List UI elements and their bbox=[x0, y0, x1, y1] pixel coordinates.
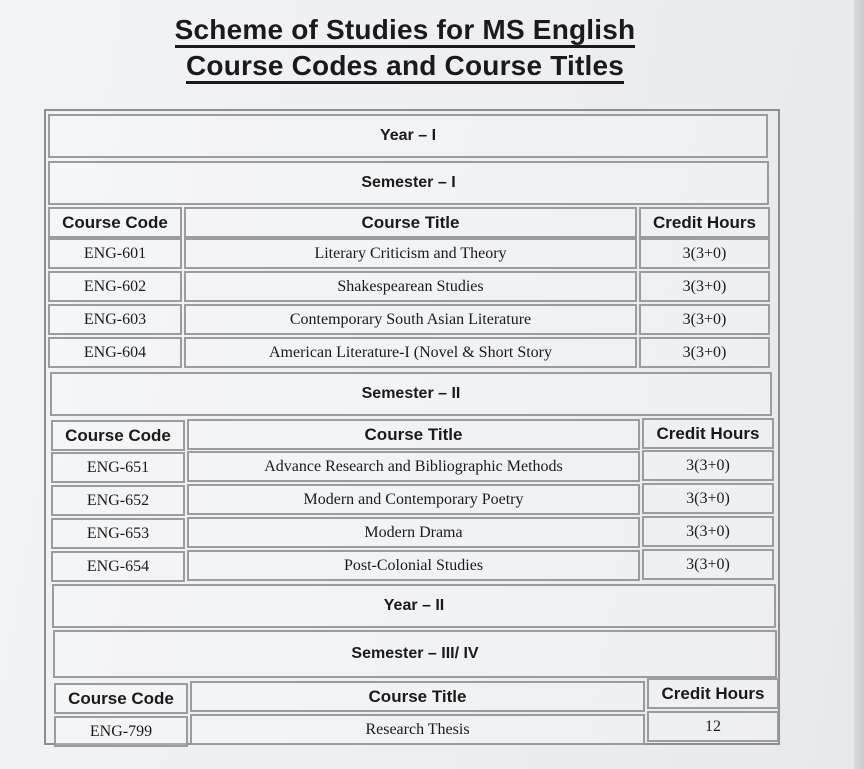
sem1-row-1-title: Literary Criticism and Theory bbox=[184, 238, 637, 269]
sem34-header-course-title: Course Title bbox=[190, 681, 645, 712]
sem2-header-course-title: Course Title bbox=[187, 419, 640, 450]
sem1-row-4-code: ENG-604 bbox=[48, 337, 182, 368]
sem1-row-3-code: ENG-603 bbox=[48, 304, 182, 335]
sem1-row-2-title: Shakespearean Studies bbox=[184, 271, 637, 302]
sem1-header-credit-hours: Credit Hours bbox=[639, 207, 770, 238]
title-line-1: Scheme of Studies for MS English bbox=[175, 14, 636, 48]
sem1-row-1-credits: 3(3+0) bbox=[639, 238, 770, 269]
sem2-row-4-credits: 3(3+0) bbox=[642, 549, 774, 580]
sem1-header-course-title: Course Title bbox=[184, 207, 637, 238]
sem1-row-3-credits: 3(3+0) bbox=[639, 304, 770, 335]
sem1-row-1-code: ENG-601 bbox=[48, 238, 182, 269]
document-subtitle bbox=[0, 50, 810, 82]
sem34-header-credit-hours: Credit Hours bbox=[647, 678, 779, 709]
sem1-row-4-title: American Literature-I (Novel & Short Story bbox=[184, 337, 637, 368]
semester-2-band: Semester – II bbox=[50, 372, 772, 416]
sem2-row-1-credits: 3(3+0) bbox=[642, 450, 774, 481]
sem34-header-course-code: Course Code bbox=[54, 683, 188, 714]
title-line-2: Course Codes and Course Titles bbox=[186, 50, 624, 84]
sem2-row-2-credits: 3(3+0) bbox=[642, 483, 774, 514]
sem2-row-1-code: ENG-651 bbox=[51, 452, 185, 483]
sem2-row-2-title: Modern and Contemporary Poetry bbox=[187, 484, 640, 515]
document-title bbox=[0, 14, 810, 46]
sem34-row-1-title: Research Thesis bbox=[190, 714, 645, 745]
sem1-row-2-credits: 3(3+0) bbox=[639, 271, 770, 302]
sem1-header-course-code: Course Code bbox=[48, 207, 182, 238]
year-2-band: Year – II bbox=[52, 584, 776, 628]
semester-3-4-band: Semester – III/ IV bbox=[53, 630, 777, 678]
sem34-row-1-credits: 12 bbox=[647, 711, 779, 742]
sem1-row-2-code: ENG-602 bbox=[48, 271, 182, 302]
semester-1-band: Semester – I bbox=[48, 161, 769, 205]
sem2-row-1-title: Advance Research and Bibliographic Methods bbox=[187, 451, 640, 482]
sem2-row-3-credits: 3(3+0) bbox=[642, 516, 774, 547]
sem1-row-4-credits: 3(3+0) bbox=[639, 337, 770, 368]
sem34-row-1-code: ENG-799 bbox=[54, 716, 188, 747]
sem2-row-3-title: Modern Drama bbox=[187, 517, 640, 548]
page-edge bbox=[854, 0, 864, 769]
sem2-row-4-title: Post-Colonial Studies bbox=[187, 550, 640, 581]
sem2-header-credit-hours: Credit Hours bbox=[642, 418, 774, 449]
sem1-row-3-title: Contemporary South Asian Literature bbox=[184, 304, 637, 335]
year-1-band: Year – I bbox=[48, 114, 768, 158]
sem2-row-2-code: ENG-652 bbox=[51, 485, 185, 516]
sem2-row-4-code: ENG-654 bbox=[51, 551, 185, 582]
sem2-row-3-code: ENG-653 bbox=[51, 518, 185, 549]
sem2-header-course-code: Course Code bbox=[51, 420, 185, 451]
